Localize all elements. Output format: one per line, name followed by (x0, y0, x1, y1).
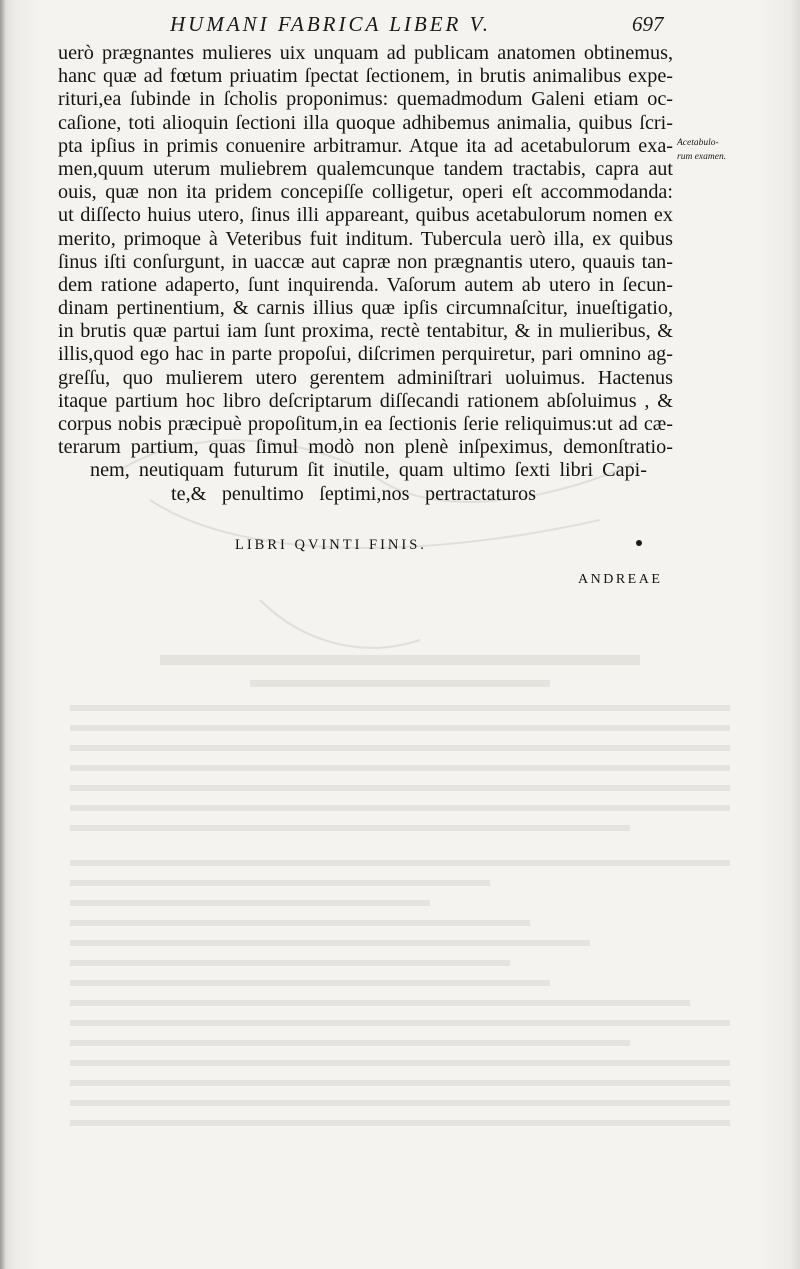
marginal-note (677, 136, 757, 164)
text-line: in brutis quæ partui iam ſunt proxima, rectè tentabitur, & in mulieribus, & (58, 320, 673, 343)
text-line: greſſu, quo mulierem utero gerentem adminiſtrari uoluimus. Hactenus (58, 366, 673, 389)
text-line: corpus nobis præcipuè propoſitum,in ea ſectionis ſerie reliquimus:ut ad cæ- (58, 413, 673, 435)
text-line: nem, neutiquam futurum ſit inutile, quam ultimo ſexti libri Capi- (90, 459, 647, 482)
text-line: hanc quæ ad fœtum priuatim ſpectat ſectionem, in brutis animalibus expe- (58, 65, 673, 88)
text-line: dem ratione adaperto, ſunt inquirenda. Vaſorum autem ab utero in ſecun- (58, 273, 673, 296)
page-number: 697 (632, 12, 664, 36)
text-line: te,& penultimo ſeptimi,nos pertractaturos (171, 482, 536, 505)
main-text-block (58, 42, 673, 529)
ornament-dot-icon (636, 540, 642, 546)
text-line: pta ipſius in primis conuenire arbitramur. Atque ita ad acetabulorum exa- (58, 134, 673, 157)
text-line: caſione, toti alioquin ſectioni illa quoque adhibemus animalia, quibus ſcri- (58, 111, 673, 134)
book-end-colophon: LIBRI QVINTI FINIS. (235, 537, 427, 553)
text-line: men,quum uterum muliebrem qualemcunque tandem tractabis, capra aut (58, 157, 673, 180)
marginal-note-line: rum examen. (677, 152, 727, 162)
running-head: HUMANI FABRICA LIBER V. (170, 12, 491, 36)
text-line: merito, primoque à Veteribus fuit inditum. Tubercula uerò illa, ex quibus (58, 227, 673, 250)
text-line: ouis, quæ non ita pridem concepiſſe colligetur, operi eſt accommodanda: (58, 181, 673, 204)
text-line: uerò prægnantes mulieres uix unquam ad publicam anatomen obtinemus, (58, 42, 673, 64)
text-line: dinam pertinentium, & carnis illius quæ ipſis circumnaſcitur, inueſtigatio, (58, 297, 673, 320)
text-line: ut diſſecto huius utero, ſinus illi appareant, quibus acetabulorum nomen ex (58, 204, 673, 227)
catchword: ANDREAE (578, 572, 663, 587)
text-line: itaque partium hoc libro deſcriptarum diſſecandi rationem abſoluimus , & (58, 389, 673, 412)
text-line: ſinus iſti conſurgunt, in uaccæ aut capræ non prægnantis utero, quauis tan- (58, 250, 673, 273)
text-line: terarum partium, quas ſimul modò non plenè inſpeximus, demonſtratio- (58, 436, 673, 459)
marginal-note-line: Acetabulo- (677, 138, 719, 148)
text-line: illis,quod ego hac in parte propoſui, diſcrimen perquiretur, pari omnino ag- (58, 343, 673, 366)
page-edge-shadow (0, 0, 6, 1269)
text-line: rituri,ea ſubinde in ſcholis proponimus: quemadmodum Galeni etiam oc- (58, 88, 673, 111)
